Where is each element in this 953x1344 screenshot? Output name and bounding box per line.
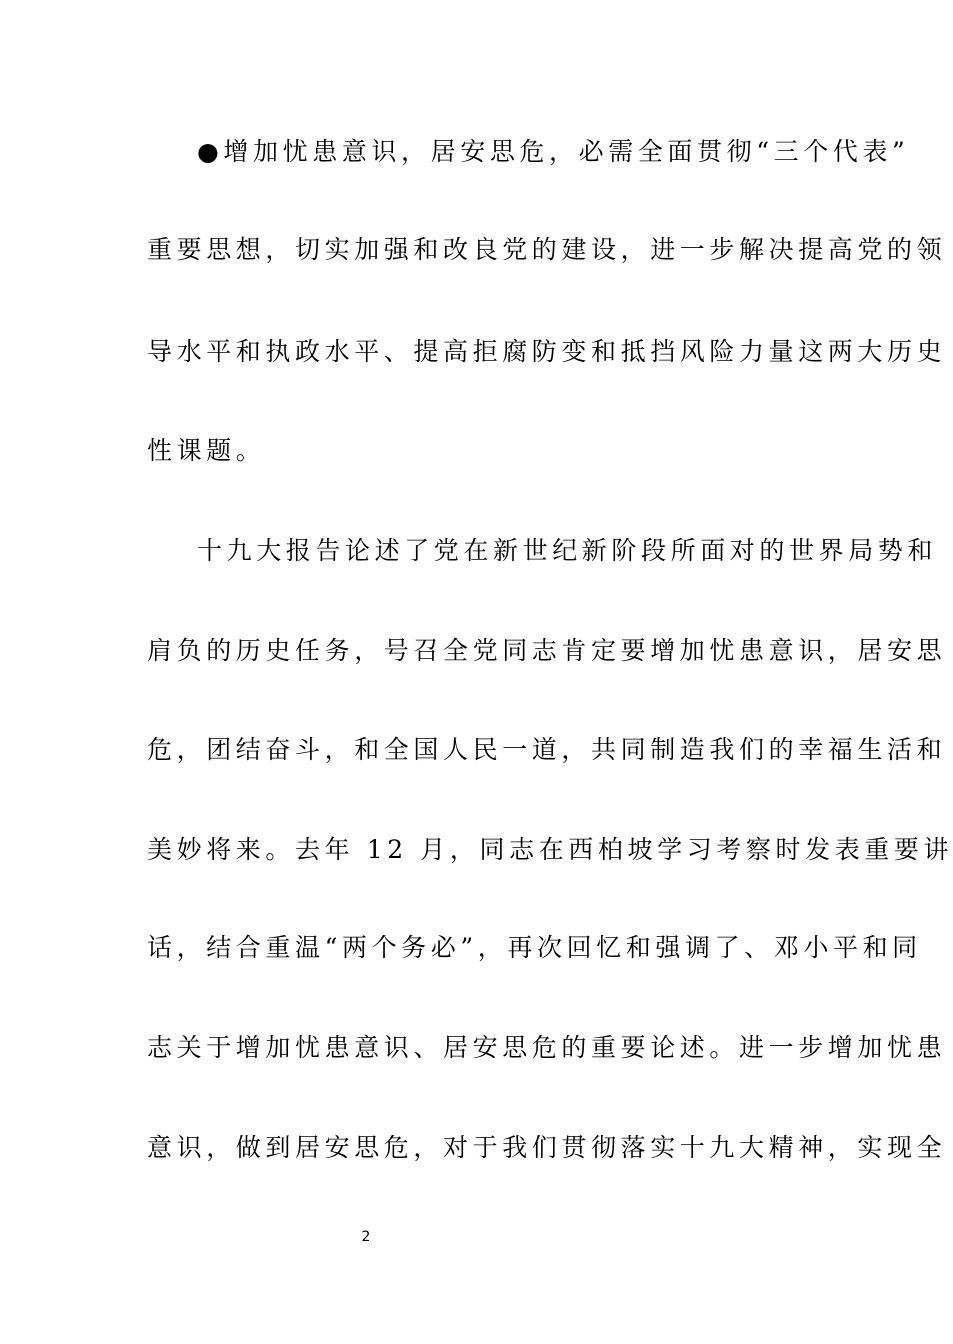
text-line: 重要思想，切实加强和改良党的建设，进一步解决提高党的领 [147, 235, 947, 264]
text-line: 肩负的历史任务，号召全党同志肯定要增加忧患意识，居安思 [147, 636, 947, 665]
text-line: 话，结合重温“两个务必”，再次回忆和强调了、邓小平和同 [147, 933, 922, 962]
text-line: 意识，做到居安思危，对于我们贯彻落实十九大精神，实现全 [147, 1133, 947, 1162]
text-line: 美妙将来。去年 12 月，同志在西柏坡学习考察时发表重要讲 [147, 835, 953, 864]
text-line: 十九大报告论述了党在新世纪新阶段所面对的世界局势和 [197, 536, 938, 565]
page-number: 2 [361, 1229, 371, 1245]
text-line: 志关于增加忧患意识、居安思危的重要论述。进一步增加忧患 [147, 1033, 947, 1062]
text-line: 性课题。 [147, 436, 266, 465]
text-line: 危，团结奋斗，和全国人民一道，共同制造我们的幸福生活和 [147, 735, 947, 764]
text-line: 导水平和执政水平、提高拒腐防变和抵挡风险力量这两大历史 [147, 337, 947, 366]
text-line: ●增加忧患意识，居安思危，必需全面贯彻“三个代表” [197, 137, 910, 166]
